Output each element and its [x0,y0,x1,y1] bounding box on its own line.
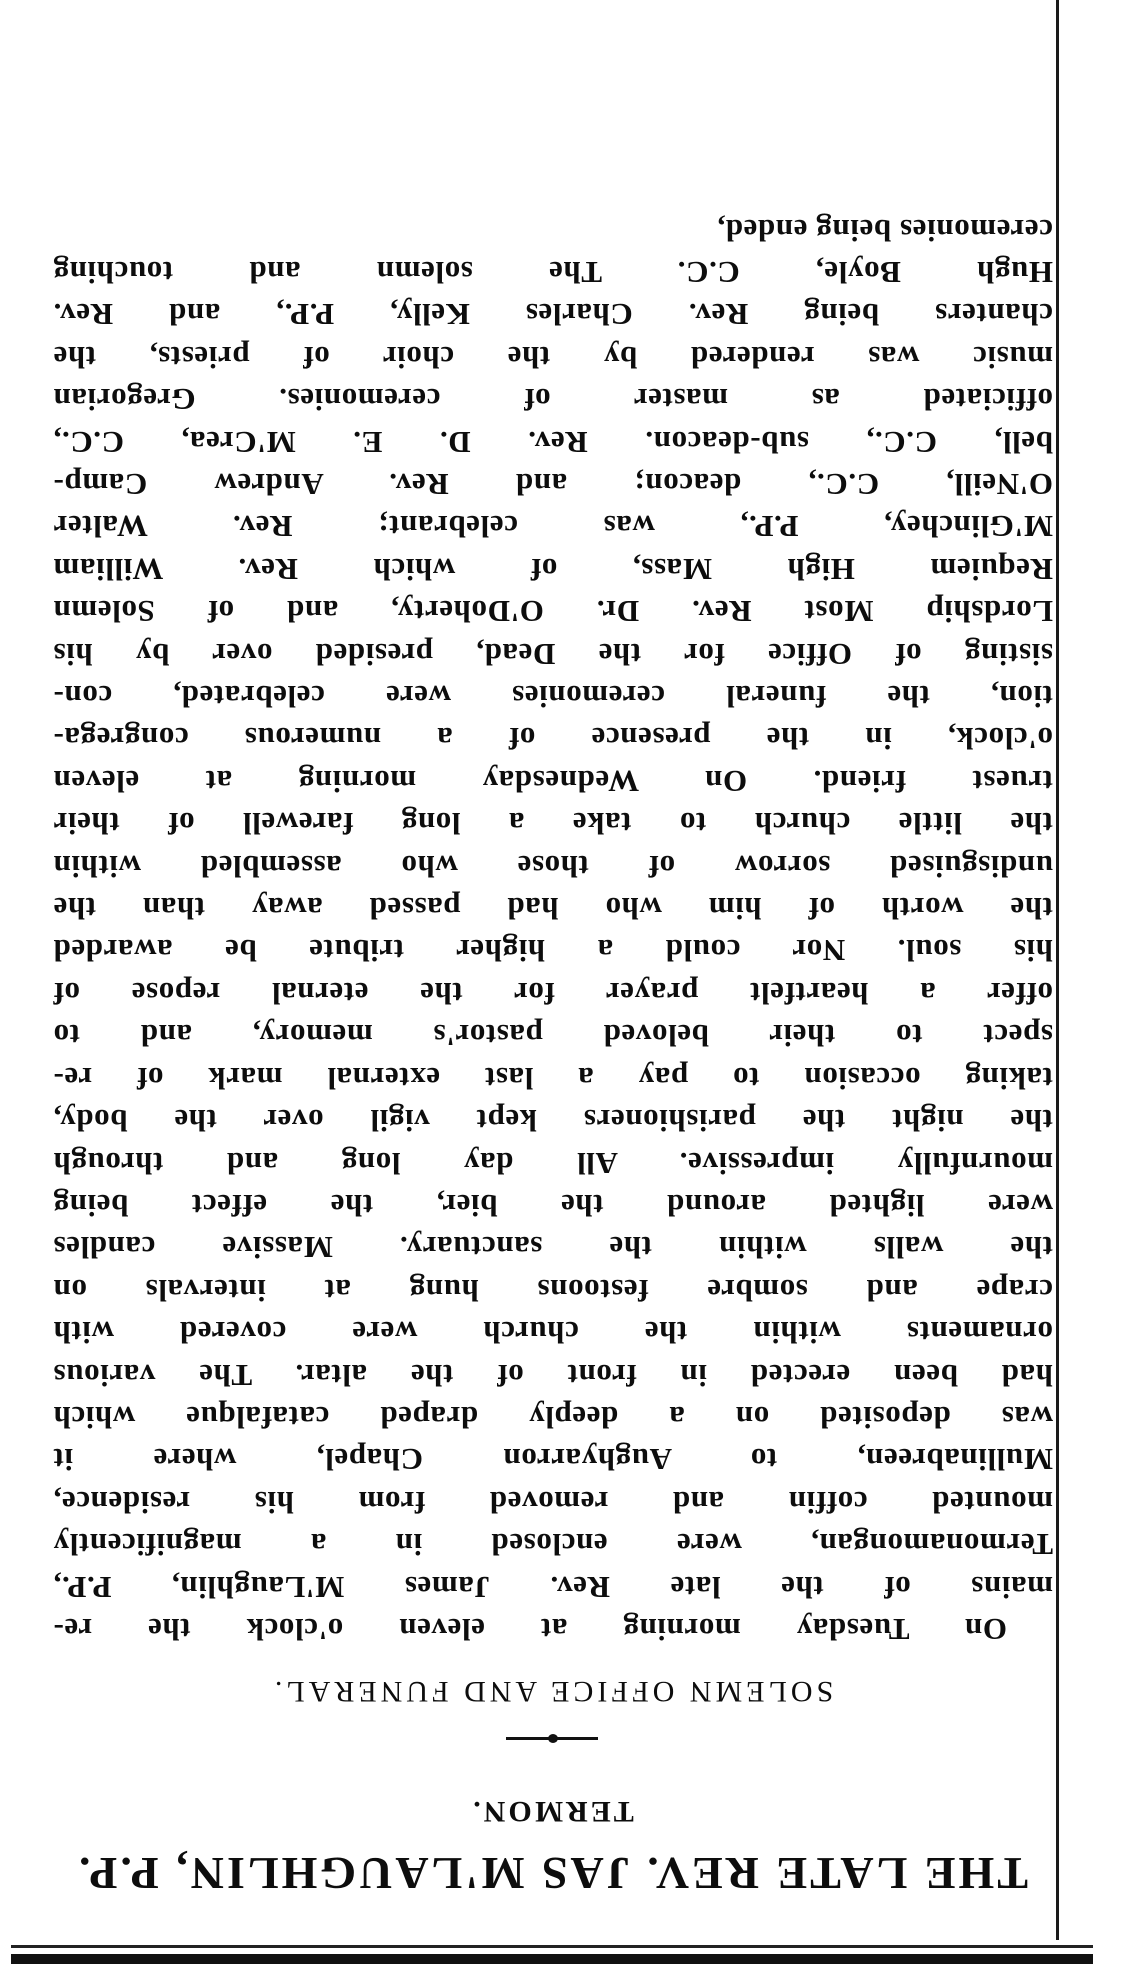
body-line: music was rendered by the choir of priests, the [53,339,1053,375]
column-rule [1056,0,1059,1940]
article-place: TERMON. [470,1795,634,1828]
body-line: the little church to take a long farewell of their [53,806,1053,842]
body-line: crape and sombre festoons hung at intervals on [53,1272,1053,1308]
article-headline: THE LATE REV. JAS M'LAUGHLIN, P.P. [76,1848,1028,1899]
body-line: On Tuesday morning at eleven o'clock the re- [53,1612,1007,1647]
body-line: Mullinabreen, to Aughyarron Chapel, where it [53,1442,1053,1478]
body-line: sisting of Office for the Dead, presided over by his [53,636,1053,672]
body-line: mounted coffin and removed from his residence, [53,1484,1053,1520]
body-line: M'Glinchey, P.P., was celebrant; Rev. Walter [53,509,1053,545]
body-line: had been erected in front of the altar. The various [53,1357,1053,1393]
body-line: his soul. Nor could a higher tribute be awarded [53,933,1053,969]
newspaper-clipping [11,0,1093,1970]
body-line: the walls within the sanctuary. Massive candles [53,1230,1053,1266]
article-subheadline: SOLEMN OFFICE AND FUNERAL. [270,1675,834,1708]
body-line: were lighted around the bier, the effect being [53,1187,1053,1223]
body-line: Termonamongan, were enclosed in a magnificently [53,1527,1053,1563]
body-line: undisguised sorrow of those who assembled within [53,848,1053,884]
body-line: the worth of him who had passed away than the [53,891,1053,927]
column-top-rules [11,1936,1093,1970]
body-line: was deposited on a deeply draped catafalque which [53,1399,1053,1435]
body-line: mains of the late Rev. James M'Laughlin, P.P., [53,1569,1053,1605]
thick-rule [11,1954,1093,1964]
body-line: Lordship Most Rev. Dr. O'Doherty, and of Solemn [53,594,1053,630]
body-line: Hugh Boyle, C.C. The solemn and touching [53,255,1053,290]
body-line: o'clock, in the presence of a numerous congrega- [53,721,1053,757]
body-line: taking occasion to pay a last external mark of re- [53,1060,1053,1096]
thin-rule [11,1945,1093,1948]
headline-divider [506,1737,598,1740]
body-line: mournfully impressive. All day long and through [53,1145,1053,1181]
body-line: ceremonies being ended, [716,212,1053,248]
body-line: bell, C.C., sub-deacon. Rev. D. E. M'Crea, C.C., [53,424,1053,460]
body-line: the night the parishioners kept vigil over the body, [53,1103,1053,1139]
body-line: O'Neill, C.C., deacon; and Rev. Andrew Camp- [53,467,1053,503]
body-line: tion, the funeral ceremonies were celebrated, con- [53,679,1053,715]
body-line: offer a heartfelt prayer for the eternal repose of [53,975,1053,1011]
body-line: truest friend. On Wednesday morning at eleven [53,763,1053,799]
body-line: officiated as master of ceremonies. Gregorian [53,382,1053,418]
body-line: ornaments within the church were covered with [53,1315,1053,1351]
body-line: chanters being Rev. Charles Kelly, P.P., and Rev. [53,297,1053,333]
body-line: spect to their beloved pastor's memory, and to [53,1018,1053,1054]
article-body [53,208,1053,1650]
body-line: Requiem High Mass, of which Rev. William [53,551,1053,587]
